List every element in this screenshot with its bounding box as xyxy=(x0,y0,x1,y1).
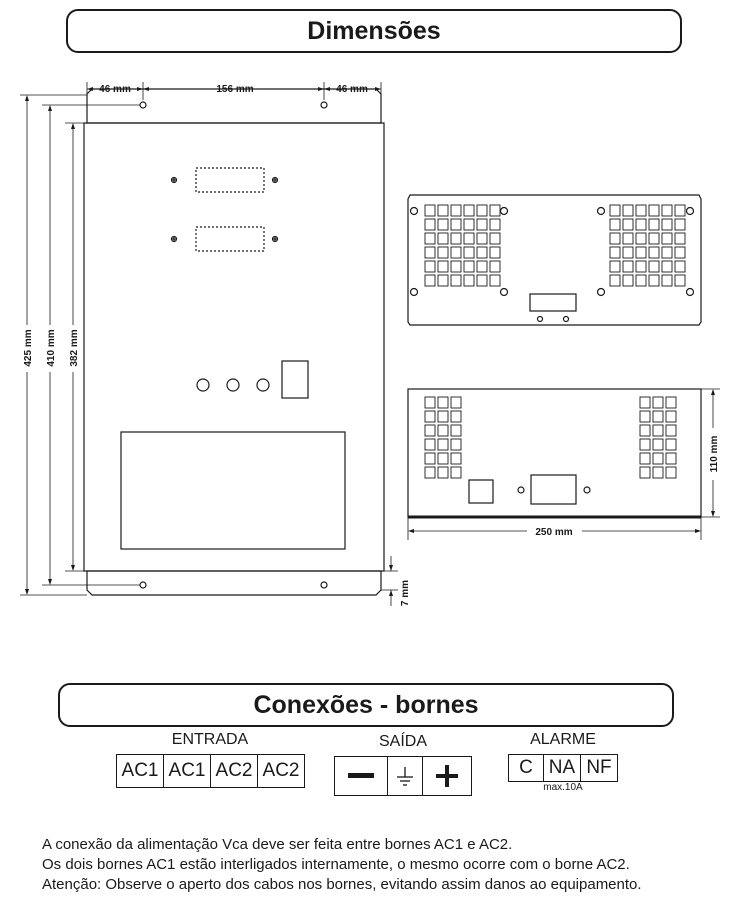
note-line: Os dois bornes AC1 estão interligados internamente, o mesmo ocorre com o borne AC2. xyxy=(42,856,630,873)
side-fan-cutout xyxy=(469,480,493,503)
vent-slot xyxy=(438,439,448,450)
entrada-label: ENTRADA xyxy=(171,731,249,748)
vent-slot xyxy=(640,439,650,450)
vent-slot xyxy=(636,205,646,216)
bottom-flange xyxy=(87,571,381,595)
vent-slot xyxy=(425,261,435,272)
vent-slot xyxy=(610,261,620,272)
front-panel xyxy=(84,123,384,571)
vent-slot xyxy=(636,219,646,230)
vent-slot xyxy=(451,411,461,422)
vent-slot xyxy=(477,275,487,286)
vent-slot xyxy=(477,247,487,258)
dimensions-title: Dimensões xyxy=(66,9,682,53)
vent-slot xyxy=(640,453,650,464)
vent-slot xyxy=(451,205,461,216)
dim-height-total: 425 mm xyxy=(23,329,34,367)
vent-slot xyxy=(610,233,620,244)
vent-slot xyxy=(623,233,633,244)
display-screws xyxy=(171,177,278,242)
dim-width-left: 46 mm xyxy=(99,84,131,95)
vent-slot xyxy=(623,219,633,230)
vent-slot xyxy=(636,275,646,286)
vent-slot xyxy=(451,397,461,408)
alarme-label: ALARME xyxy=(530,731,596,748)
vent-slot xyxy=(640,425,650,436)
vent-slot xyxy=(438,275,448,286)
vent-slot xyxy=(675,219,685,230)
vent-slot xyxy=(675,205,685,216)
vent-slot xyxy=(438,233,448,244)
saida-label: SAÍDA xyxy=(378,733,427,750)
mount-hole xyxy=(321,582,327,588)
connector-cutout xyxy=(530,294,576,311)
vent-slot xyxy=(490,233,500,244)
terminal-c: C xyxy=(509,755,544,781)
connector-screw xyxy=(564,317,569,322)
vent-slot xyxy=(662,233,672,244)
vent-slot xyxy=(464,233,474,244)
front-view xyxy=(84,89,384,595)
top-vent-right xyxy=(610,205,685,286)
vent-slot xyxy=(666,425,676,436)
vent-slot xyxy=(425,425,435,436)
vent-slot xyxy=(675,275,685,286)
mount-hole xyxy=(501,208,508,215)
vent-slot xyxy=(640,467,650,478)
vent-slot xyxy=(490,219,500,230)
top-vent-left xyxy=(425,205,500,286)
vent-slot xyxy=(666,453,676,464)
dim-width-right: 46 mm xyxy=(336,84,368,95)
mount-hole xyxy=(687,208,694,215)
vent-slot xyxy=(623,247,633,258)
vent-slot xyxy=(653,397,663,408)
vent-slot xyxy=(653,467,663,478)
dim-width-side: 250 mm xyxy=(535,527,573,538)
vent-slot xyxy=(451,453,461,464)
vent-slot xyxy=(451,467,461,478)
mount-hole xyxy=(598,289,605,296)
alarme-rating: max.10A xyxy=(543,782,583,793)
vent-slot xyxy=(675,233,685,244)
vent-slot xyxy=(464,219,474,230)
vent-slot xyxy=(662,275,672,286)
dim-width-middle: 156 mm xyxy=(216,84,254,95)
note-line: Atenção: Observe o aperto dos cabos nos bornes, evitando assim danos ao equipamento. xyxy=(42,876,642,893)
top-view xyxy=(408,195,701,325)
vent-slot xyxy=(451,275,461,286)
vent-slot xyxy=(662,261,672,272)
vent-slot xyxy=(425,247,435,258)
vent-slot xyxy=(451,261,461,272)
saida-terminal-block xyxy=(334,756,472,796)
mount-hole xyxy=(411,289,418,296)
mount-hole xyxy=(687,289,694,296)
terminal-ac2: AC2 xyxy=(262,760,300,781)
indicator-led xyxy=(227,379,239,391)
vent-slot xyxy=(640,411,650,422)
vent-slot xyxy=(662,219,672,230)
vent-slot xyxy=(425,275,435,286)
vent-slot xyxy=(477,261,487,272)
vent-slot xyxy=(636,261,646,272)
terminal-ac1: AC1 xyxy=(164,755,211,787)
vent-slot xyxy=(438,205,448,216)
vent-slot xyxy=(438,247,448,258)
vent-slot xyxy=(649,233,659,244)
front-window xyxy=(121,432,345,549)
note-line: A conexão da alimentação Vca deve ser feita entre bornes AC1 e AC2. xyxy=(42,836,513,853)
entrada-terminal-block xyxy=(116,754,305,788)
vent-slot xyxy=(610,247,620,258)
vent-slot xyxy=(490,261,500,272)
vent-slot xyxy=(477,233,487,244)
mount-hole xyxy=(411,208,418,215)
vent-slot xyxy=(623,261,633,272)
display-window xyxy=(196,168,264,192)
vent-slot xyxy=(451,439,461,450)
vent-slot xyxy=(649,219,659,230)
vent-slot xyxy=(464,275,474,286)
vent-slot xyxy=(653,411,663,422)
vent-slot xyxy=(451,219,461,230)
vent-slot xyxy=(438,261,448,272)
mount-hole xyxy=(140,582,146,588)
vent-slot xyxy=(425,205,435,216)
vent-slot xyxy=(464,247,474,258)
vent-slot xyxy=(662,205,672,216)
dim-depth: 110 mm xyxy=(709,435,720,473)
vent-slot xyxy=(438,453,448,464)
vent-slot xyxy=(666,397,676,408)
vent-slot xyxy=(438,467,448,478)
vent-slot xyxy=(425,411,435,422)
vent-slot xyxy=(653,425,663,436)
display-window xyxy=(196,227,264,251)
vent-slot xyxy=(477,205,487,216)
vent-slot xyxy=(636,247,646,258)
dim-height-inner: 382 mm xyxy=(69,329,80,367)
terminal-ac1: AC1 xyxy=(117,755,164,787)
vent-slot xyxy=(425,233,435,244)
vent-slot xyxy=(610,275,620,286)
notes xyxy=(42,835,642,895)
vent-slot xyxy=(438,425,448,436)
vent-slot xyxy=(649,261,659,272)
side-vent-right xyxy=(640,397,676,478)
vent-slot xyxy=(610,205,620,216)
vent-slot xyxy=(653,453,663,464)
vent-slot xyxy=(425,439,435,450)
vent-slot xyxy=(464,205,474,216)
terminal-na: NA xyxy=(544,755,581,781)
minus-icon xyxy=(335,757,388,795)
vent-slot xyxy=(649,247,659,258)
indicator-led xyxy=(197,379,209,391)
vent-slot xyxy=(438,219,448,230)
indicator-led xyxy=(257,379,269,391)
vent-slot xyxy=(675,261,685,272)
vent-slot xyxy=(425,467,435,478)
vent-slot xyxy=(666,411,676,422)
vent-slot xyxy=(425,453,435,464)
vent-slot xyxy=(438,411,448,422)
terminal-ac2: AC2 xyxy=(211,755,258,787)
mount-hole xyxy=(321,102,327,108)
vent-slot xyxy=(425,397,435,408)
connector-screw xyxy=(538,317,543,322)
side-vent-left xyxy=(425,397,461,478)
vent-slot xyxy=(451,233,461,244)
vent-slot xyxy=(662,247,672,258)
side-connector-cutout xyxy=(531,475,576,504)
vent-slot xyxy=(649,275,659,286)
vent-slot xyxy=(438,397,448,408)
vent-slot xyxy=(649,205,659,216)
dim-height-mid: 410 mm xyxy=(46,329,57,367)
alarme-terminal-block xyxy=(508,754,618,782)
vent-slot xyxy=(653,439,663,450)
vent-slot xyxy=(425,219,435,230)
vent-slot xyxy=(666,439,676,450)
vent-slot xyxy=(451,425,461,436)
vent-slot xyxy=(490,275,500,286)
vent-slot xyxy=(640,397,650,408)
mount-hole xyxy=(140,102,146,108)
mount-hole xyxy=(598,208,605,215)
connections-title: Conexões - bornes xyxy=(58,683,674,727)
connector-screw xyxy=(518,487,524,493)
vent-slot xyxy=(636,233,646,244)
side-view xyxy=(408,389,701,517)
mount-hole xyxy=(501,289,508,296)
vent-slot xyxy=(451,247,461,258)
power-switch xyxy=(282,361,308,398)
vent-slot xyxy=(610,219,620,230)
ground-icon xyxy=(388,757,423,795)
connector-screw xyxy=(584,487,590,493)
vent-slot xyxy=(623,275,633,286)
vent-slot xyxy=(675,247,685,258)
vent-slot xyxy=(623,205,633,216)
vent-slot xyxy=(464,261,474,272)
terminal-nf: NF xyxy=(586,757,612,778)
vent-slot xyxy=(477,219,487,230)
plus-icon xyxy=(423,757,471,795)
vent-slot xyxy=(490,205,500,216)
vent-slot xyxy=(666,467,676,478)
dim-bottom-gap: 7 mm xyxy=(400,579,411,607)
vent-slot xyxy=(490,247,500,258)
